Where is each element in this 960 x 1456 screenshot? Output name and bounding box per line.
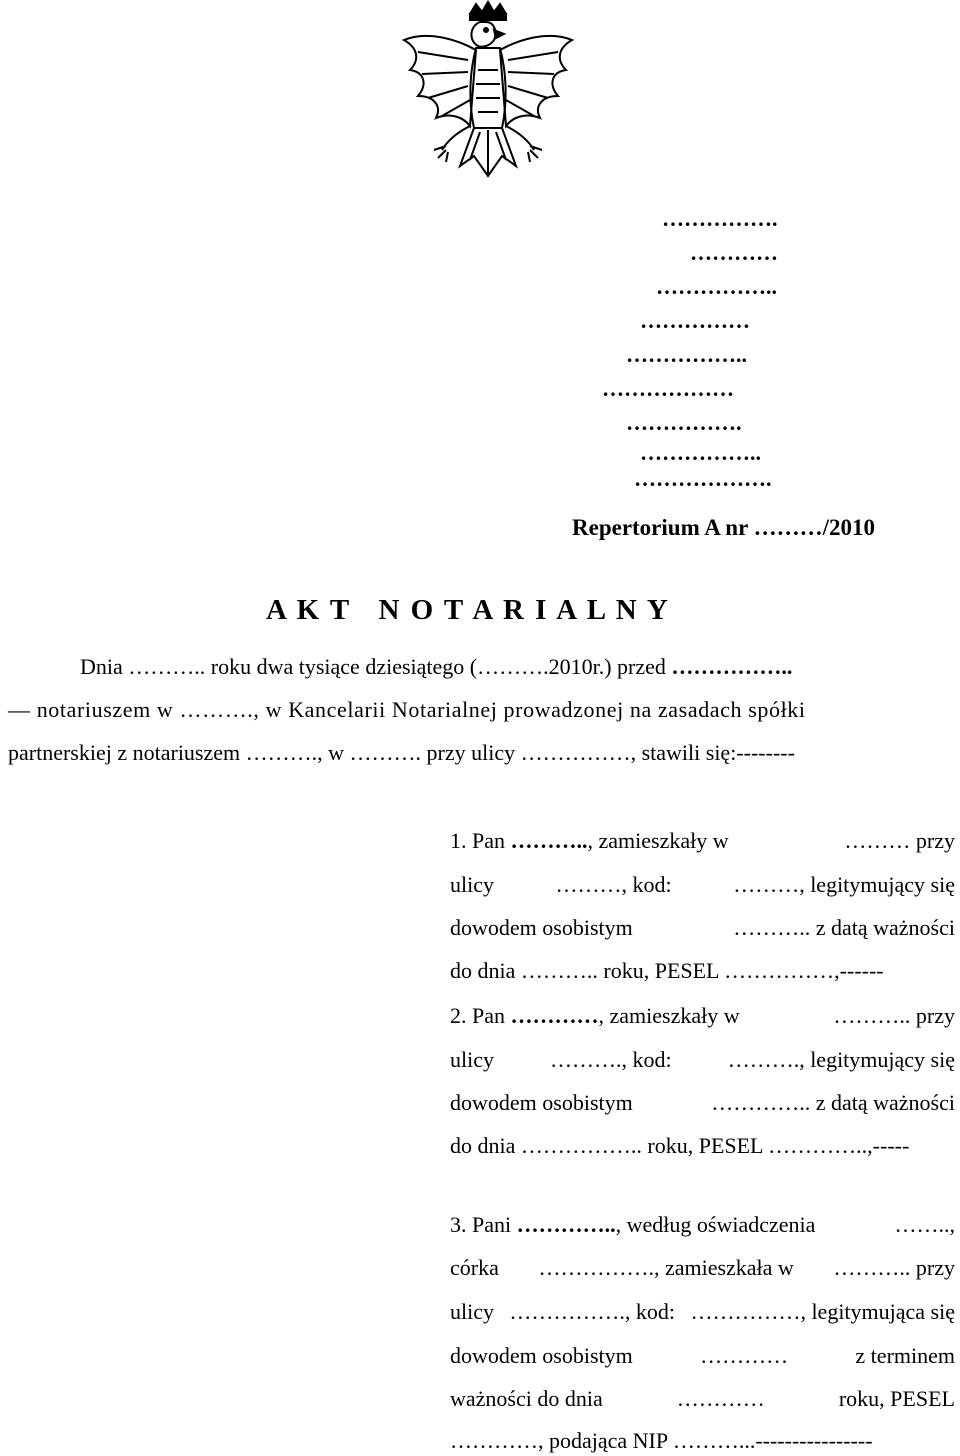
party-1-text: ……….. z datą ważności	[733, 915, 955, 940]
party-3-text: roku, PESEL	[838, 1386, 955, 1411]
party-3-text: ………...----------------	[672, 1428, 873, 1453]
party-3-line-3	[450, 1299, 955, 1325]
party-2-text: , zamieszkały w	[598, 1003, 740, 1028]
party-1-line-3	[450, 915, 955, 941]
party-2-text: ………., kod:	[550, 1047, 672, 1072]
placeholder-line: ……………..	[640, 440, 761, 465]
repertorium-number: Repertorium A nr ………/2010	[572, 515, 876, 540]
party-3-line-2	[450, 1255, 955, 1281]
party-3-name: …………..	[516, 1212, 616, 1237]
placeholder-line: ……………..	[656, 274, 777, 299]
party-1-text: dowodem osobistym	[450, 915, 633, 940]
party-3-line-6	[450, 1428, 955, 1454]
party-2-line-1	[450, 1003, 955, 1029]
party-2-line-4	[450, 1133, 955, 1159]
intro-line-1	[80, 654, 792, 680]
party-3-text: dowodem osobistym	[450, 1343, 633, 1368]
party-3-line-5	[450, 1386, 955, 1412]
party-3-text: z terminem	[855, 1343, 955, 1368]
party-2-text: do dnia …………….. roku, PESEL …………..,-----	[450, 1133, 910, 1158]
party-1-text: , zamieszkały w	[587, 828, 729, 853]
placeholder-line: …………	[690, 240, 778, 265]
party-1-line-2	[450, 872, 955, 898]
party-3-label: 3. Pani	[450, 1212, 512, 1237]
party-3-text: …………, podająca NIP	[450, 1428, 668, 1453]
party-3-line-4	[450, 1343, 955, 1369]
party-3-text: ……………., kod:	[509, 1299, 676, 1324]
party-2-text: ………….. z datą ważności	[711, 1090, 955, 1115]
party-1-text: ulicy	[450, 872, 494, 897]
polish-eagle-emblem-icon	[398, 0, 578, 188]
party-3-text: ważności do dnia	[450, 1386, 603, 1411]
party-3-text: ……………, legitymująca się	[690, 1299, 955, 1324]
party-2-line-3	[450, 1090, 955, 1116]
party-3-text: ……………., zamieszkała w	[538, 1255, 794, 1280]
party-2-line-2	[450, 1047, 955, 1073]
party-1-line-1	[450, 828, 955, 854]
party-1-line-4	[450, 958, 955, 984]
party-3-text: ……….. przy	[833, 1255, 955, 1280]
party-2-text: dowodem osobistym	[450, 1090, 633, 1115]
placeholder-line: ……………….	[634, 466, 772, 491]
intro-line-2: — notariuszem w ………., w Kancelarii Notarialnej prowadzonej na zasadach spółki	[8, 697, 806, 722]
party-3-text: ……..,	[894, 1212, 955, 1237]
party-3-text: …………	[676, 1386, 765, 1411]
placeholder-line: …………….	[662, 206, 778, 231]
party-2-text: ulicy	[450, 1047, 494, 1072]
placeholder-line: ………………	[602, 376, 734, 401]
placeholder-line: …………….	[626, 410, 742, 435]
placeholder-line: ……………..	[626, 342, 747, 367]
party-1-text: ………, kod:	[555, 872, 672, 897]
party-3-text: , według oświadczenia	[615, 1212, 816, 1237]
intro-line-1-dots: ……………..	[671, 654, 793, 679]
party-3-text: córka	[450, 1255, 499, 1280]
party-3-text: …………	[700, 1343, 789, 1368]
party-1-label: 1. Pan	[450, 828, 505, 853]
party-2-text: ………., legitymujący się	[727, 1047, 955, 1072]
party-3-text: ulicy	[450, 1299, 494, 1324]
intro-line-1-text: Dnia ……….. roku dwa tysiące dziesiątego (……….2010r.) przed	[80, 654, 666, 679]
placeholder-line: ……………	[640, 308, 750, 333]
party-1-text: ……… przy	[844, 828, 955, 853]
party-1-text: do dnia ……….. roku, PESEL ……………,------	[450, 958, 884, 983]
party-2-label: 2. Pan	[450, 1003, 505, 1028]
party-1-text: ………, legitymujący się	[733, 872, 955, 897]
party-2-name: …………	[510, 1003, 599, 1028]
party-1-name: ………..	[510, 828, 588, 853]
document-title: A K T N O T A R I A L N Y	[266, 594, 670, 626]
intro-line-3: partnerskiej z notariuszem ………., w ………. przy ulicy ……………, stawili się:--------	[8, 740, 795, 765]
party-2-text: ……….. przy	[833, 1003, 955, 1028]
party-3-line-1	[450, 1212, 955, 1238]
